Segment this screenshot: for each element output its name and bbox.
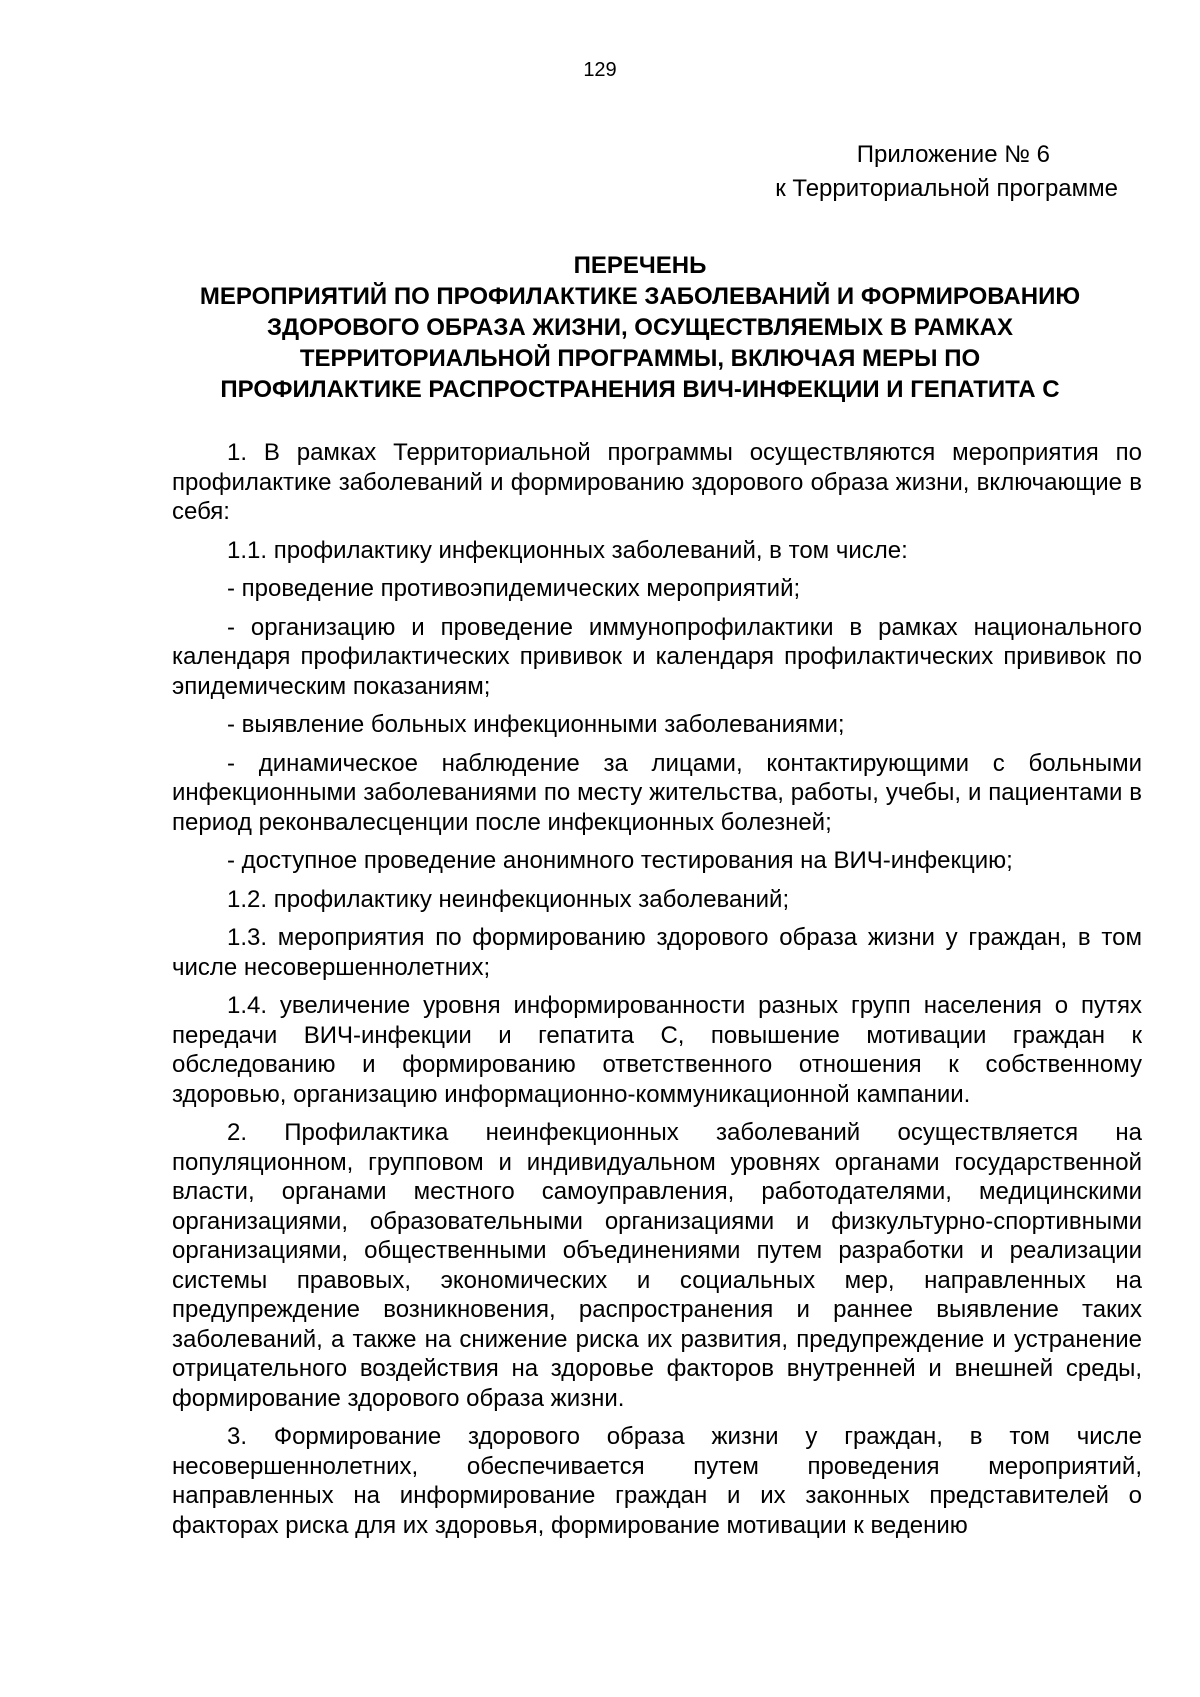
paragraph-1-4: 1.4. увеличение уровня информированности разных групп населения о путях передачи ВИЧ-инфекции и гепатита С, повышение мотивации граждан к обследованию и формированию ответственного отношения к собственному здоровью, организацию информационно-коммуникационной кампании. — [172, 992, 1142, 1108]
appendix-number: Приложение № 6 — [856, 141, 1050, 168]
title-line-5: ПРОФИЛАКТИКЕ РАСПРОСТРАНЕНИЯ ВИЧ-ИНФЕКЦИИ И ГЕПАТИТА С — [220, 376, 1060, 403]
list-item-observation: - динамическое наблюдение за лицами, контактирующими с больными инфекционными заболеваниями по месту жительства, работы, учебы, и пациентами в период реконвалесценции после инфекционных болезней; — [172, 749, 1142, 836]
paragraph-1: 1. В рамках Территориальной программы осуществляются мероприятия по профилактике заболеваний и формированию здорового образа жизни, включающие в себя: — [172, 439, 1142, 525]
document-title — [160, 250, 1120, 405]
paragraph-1-2: 1.2. профилактику неинфекционных заболеваний; — [227, 885, 790, 913]
title-line-1: ПЕРЕЧЕНЬ — [573, 252, 707, 279]
paragraph-2: 2. Профилактика неинфекционных заболеваний осуществляется на популяционном, групповом и индивидуальном уровнях органами государственной власти, органами местного самоуправления, работодателями, медицинскими организациями, образовательными организациями и физкультурно-спортивными организациями, общественными объединениями путем разработки и реализации системы правовых, экономических и социальных мер, направленных на предупреждение возникновения, распространения и раннее выявление таких заболеваний, а также на снижение риска их развития, предупреждение и устранение отрицательного воздействия на здоровье факторов внутренней и внешней среды, формирование здорового образа жизни. — [172, 1119, 1142, 1412]
list-item-antiepidemic: - проведение противоэпидемических мероприятий; — [227, 575, 801, 602]
appendix-reference — [775, 138, 1118, 206]
appendix-program: к Территориальной программе — [775, 175, 1118, 202]
paragraph-1-3: 1.3. мероприятия по формированию здорового образа жизни у граждан, в том числе несовершеннолетних; — [172, 924, 1142, 981]
list-item-hiv-testing: - доступное проведение анонимного тестирования на ВИЧ-инфекцию; — [227, 847, 1013, 874]
page-number: 129 — [583, 59, 617, 81]
paragraph-1-1: 1.1. профилактику инфекционных заболеваний, в том числе: — [227, 536, 908, 564]
list-item-detection: - выявление больных инфекционными заболеваниями; — [227, 711, 845, 738]
document-body — [172, 438, 1142, 1549]
title-line-2: МЕРОПРИЯТИЙ ПО ПРОФИЛАКТИКЕ ЗАБОЛЕВАНИЙ И ФОРМИРОВАНИЮ — [199, 283, 1081, 310]
title-line-4: ТЕРРИТОРИАЛЬНОЙ ПРОГРАММЫ, ВКЛЮЧАЯ МЕРЫ ПО — [299, 345, 981, 372]
list-item-immunization: - организацию и проведение иммунопрофилактики в рамках национального календаря профилактических прививок и календаря профилактических прививок по эпидемическим показаниям; — [172, 613, 1142, 700]
paragraph-3: 3. Формирование здорового образа жизни у граждан, в том числе несовершеннолетних, обеспечивается путем проведения мероприятий, направленных на информирование граждан и их законных представителей о факторах риска для их здоровья, формирование мотивации к ведению — [172, 1423, 1142, 1539]
title-line-3: ЗДОРОВОГО ОБРАЗА ЖИЗНИ, ОСУЩЕСТВЛЯЕМЫХ В РАМКАХ — [267, 314, 1013, 341]
